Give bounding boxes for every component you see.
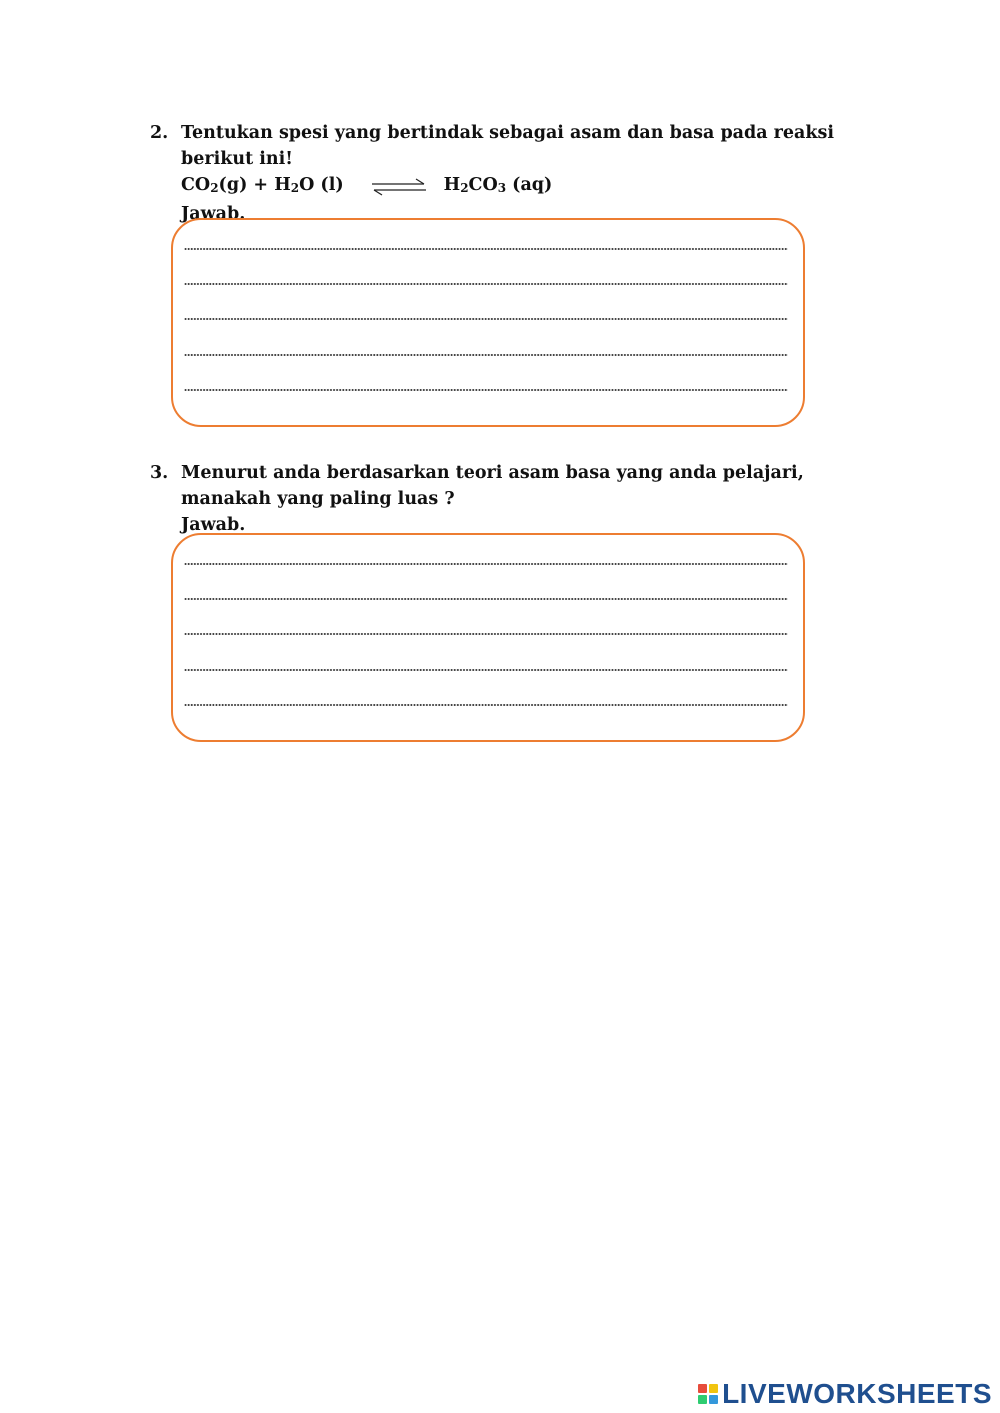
question-text: Tentukan spesi yang bertindak sebagai asam dan basa pada reaksi berikut ini! <box>181 123 835 169</box>
reactants: $CO_2(g) + H_2O$ (l) <box>181 175 344 195</box>
products: $H_2CO_3$ (aq) <box>443 175 553 195</box>
liveworksheets-logo <box>698 1378 992 1410</box>
answer-line[interactable] <box>184 633 788 635</box>
equilibrium-arrow-icon <box>370 177 428 197</box>
answer-line[interactable] <box>184 704 788 706</box>
answer-box-3[interactable] <box>171 533 805 742</box>
answer-line[interactable] <box>184 598 788 600</box>
question-number: 3. <box>150 463 169 483</box>
question-2 <box>150 120 880 227</box>
reaction-equation <box>181 172 880 201</box>
question-number: 2. <box>150 123 169 143</box>
brand-name: LIVEWORKSHEETS <box>722 1378 992 1409</box>
answer-line[interactable] <box>184 563 788 565</box>
liveworksheets-logo-icon <box>698 1384 718 1404</box>
answer-label: Jawab. <box>181 515 246 535</box>
answer-line[interactable] <box>184 354 788 356</box>
answer-line[interactable] <box>184 389 788 391</box>
question-3 <box>150 460 880 538</box>
answer-line[interactable] <box>184 669 788 671</box>
answer-label: Jawab. <box>181 204 246 224</box>
answer-line[interactable] <box>184 283 788 285</box>
answer-box-2[interactable] <box>171 218 805 427</box>
answer-line[interactable] <box>184 248 788 250</box>
answer-line[interactable] <box>184 318 788 320</box>
question-text: Menurut anda berdasarkan teori asam basa yang anda pelajari, manakah yang paling luas ? <box>181 463 804 509</box>
